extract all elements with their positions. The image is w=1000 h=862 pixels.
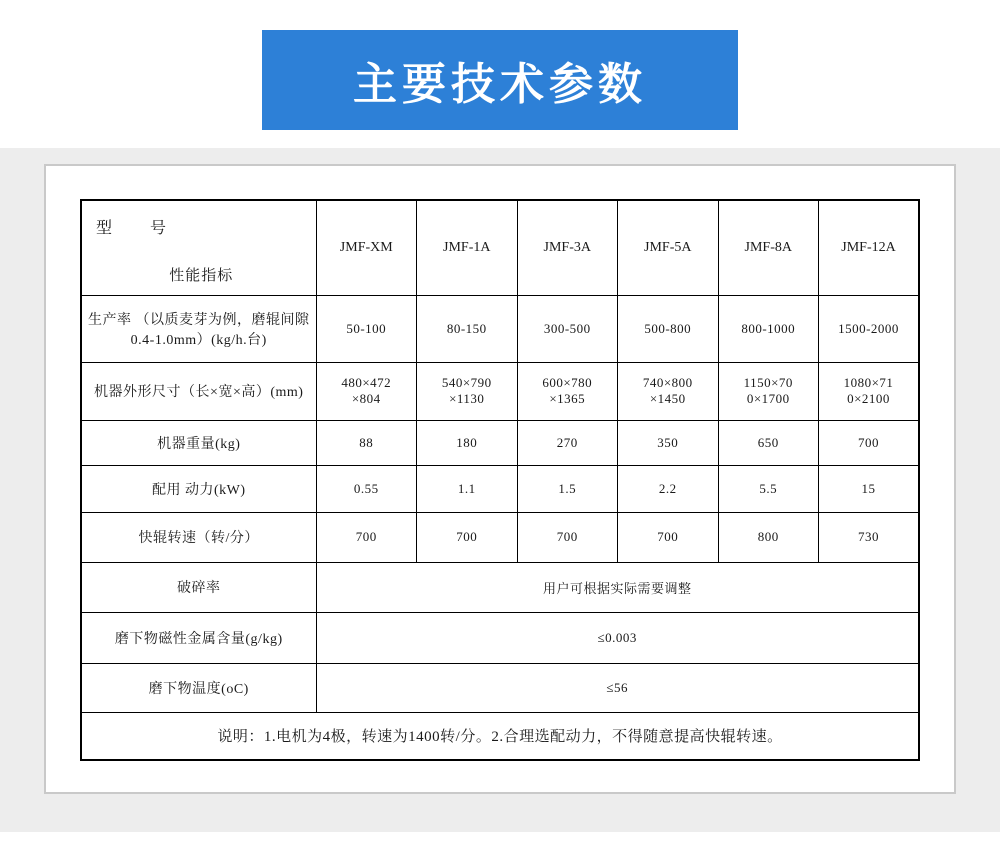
- row-label: 机器重量(kg): [81, 420, 316, 465]
- cell-value: 600×780 ×1365: [517, 362, 618, 420]
- cell-value: 1150×70 0×1700: [718, 362, 819, 420]
- cell-value: 300-500: [517, 295, 618, 362]
- row-note: [81, 712, 919, 760]
- cell-value: 700: [819, 420, 920, 465]
- cell-value: 800-1000: [718, 295, 819, 362]
- cell-value: 700: [618, 512, 719, 562]
- span-value: ≤56: [316, 663, 919, 712]
- cell-value: 740×800 ×1450: [618, 362, 719, 420]
- cell-value: 180: [417, 420, 518, 465]
- cell-value: 50-100: [316, 295, 417, 362]
- cell-value: 800: [718, 512, 819, 562]
- cell-value: 350: [618, 420, 719, 465]
- cell-value: 1500-2000: [819, 295, 920, 362]
- cell-value: 500-800: [618, 295, 719, 362]
- span-value: 用户可根据实际需要调整: [316, 562, 919, 612]
- page-title: 主要技术参数: [353, 60, 647, 109]
- corner-cell: [81, 200, 316, 295]
- row-temperature: [81, 663, 919, 712]
- cell-value: 5.5: [718, 465, 819, 512]
- cell-value: 270: [517, 420, 618, 465]
- spec-card: [44, 164, 956, 794]
- content-section: [0, 148, 1000, 832]
- cell-value: 480×472 ×804: [316, 362, 417, 420]
- row-crush-rate: [81, 562, 919, 612]
- row-production-rate: [81, 295, 919, 362]
- cell-value: 540×790 ×1130: [417, 362, 518, 420]
- cell-value: 88: [316, 420, 417, 465]
- row-label: 配用 动力(kW): [81, 465, 316, 512]
- cell-value: 2.2: [618, 465, 719, 512]
- table-header-row: [81, 200, 919, 295]
- row-label: 快辊转速（转/分）: [81, 512, 316, 562]
- row-label: 破碎率: [81, 562, 316, 612]
- cell-value: 730: [819, 512, 920, 562]
- row-label: 机器外形尺寸（长×宽×高）(mm): [81, 362, 316, 420]
- row-label: 生产率 （以质麦芽为例，磨辊间隙 0.4-1.0mm）(kg/h.台): [81, 295, 316, 362]
- cell-value: 80-150: [417, 295, 518, 362]
- title-banner: [262, 30, 738, 130]
- corner-model-label: 型 号: [96, 220, 169, 237]
- spec-table: [80, 199, 920, 761]
- row-dimensions: [81, 362, 919, 420]
- row-roller-speed: [81, 512, 919, 562]
- model-header-jmf-xm: JMF-XM: [316, 200, 417, 295]
- corner-index-label: 性能指标: [169, 267, 234, 284]
- span-value: ≤0.003: [316, 612, 919, 663]
- model-header-jmf-8a: JMF-8A: [718, 200, 819, 295]
- row-label: 磨下物温度(oC): [81, 663, 316, 712]
- cell-value: 700: [417, 512, 518, 562]
- model-header-jmf-3a: JMF-3A: [517, 200, 618, 295]
- cell-value: 700: [517, 512, 618, 562]
- cell-value: 0.55: [316, 465, 417, 512]
- cell-value: 650: [718, 420, 819, 465]
- model-header-jmf-12a: JMF-12A: [819, 200, 920, 295]
- model-header-jmf-1a: JMF-1A: [417, 200, 518, 295]
- model-header-jmf-5a: JMF-5A: [618, 200, 719, 295]
- row-weight: [81, 420, 919, 465]
- row-power: [81, 465, 919, 512]
- cell-value: 1.1: [417, 465, 518, 512]
- row-magnetic-content: [81, 612, 919, 663]
- cell-value: 1.5: [517, 465, 618, 512]
- cell-value: 1080×71 0×2100: [819, 362, 920, 420]
- cell-value: 700: [316, 512, 417, 562]
- cell-value: 15: [819, 465, 920, 512]
- note-text: 说明：1.电机为4极，转速为1400转/分。2.合理选配动力，不得随意提高快辊转速。: [81, 712, 919, 760]
- row-label: 磨下物磁性金属含量(g/kg): [81, 612, 316, 663]
